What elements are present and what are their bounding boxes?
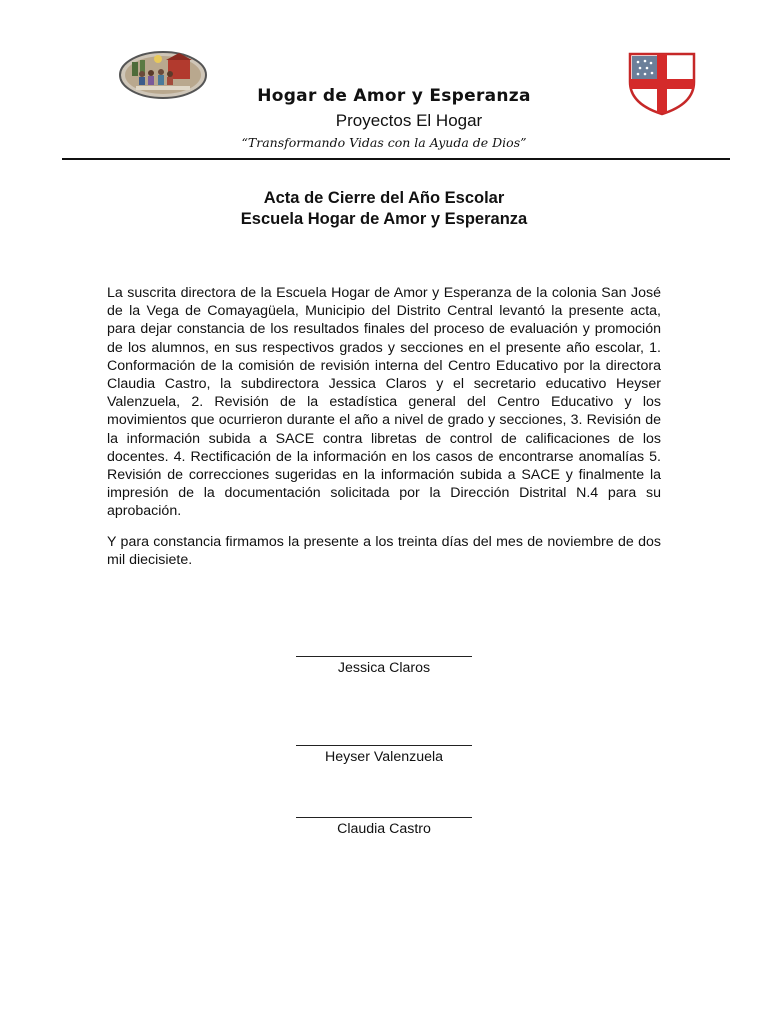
organization-motto: “Transformando Vidas con la Ayuda de Dios” bbox=[241, 135, 527, 150]
organization-name: Hogar de Amor y Esperanza bbox=[257, 86, 531, 106]
signature-block bbox=[296, 817, 472, 837]
signature-block bbox=[296, 745, 472, 765]
signature-line bbox=[296, 745, 472, 746]
episcopal-shield-icon bbox=[628, 52, 696, 116]
signature-line bbox=[296, 817, 472, 818]
document-subtitle: Escuela Hogar de Amor y Esperanza bbox=[240, 210, 528, 228]
closing-paragraph: Y para constancia firmamos la presente a los treinta días del mes de noviembre de dos mil diecisiete. bbox=[107, 534, 661, 569]
document-title: Acta de Cierre del Año Escolar bbox=[263, 189, 505, 207]
signatory-name: Heyser Valenzuela bbox=[324, 749, 444, 765]
body-paragraph: La suscrita directora de la Escuela Hogar de Amor y Esperanza de la colonia San José de la Vega de Comayagüela, Municipio del Distrito Central levantó la presente acta, para dejar constancia de los resultados finales del proceso de evaluación y promoción de los alumnos, en sus respectivos grados y secciones en el presente año escolar, 1. Conformación de la comisión de revisión interna del Centro Educativo por la directora Claudia Castro, la subdirectora Jessica Claros y el secretario educativo Heyser Valenzuela, 2. Revisión de la estadística general del Centro Educativo y los movimientos que ocurrieron durante el año a nivel de grado y secciones, 3. Revisión de la información subida a SACE contra libretas de control de calificaciones de los docentes. 4. Rectificación de la información en los casos de encontrarse anomalías 5. Revisión de correcciones sugeridas en la información subida a SACE y finalmente la impresión de la documentación solicitada por la Dirección Distrital N.4 para su aprobación. bbox=[107, 285, 661, 520]
organization-subtitle: Proyectos El Hogar bbox=[335, 111, 483, 130]
header-divider bbox=[62, 158, 730, 160]
signatory-name: Jessica Claros bbox=[337, 660, 431, 676]
signatory-name: Claudia Castro bbox=[337, 821, 431, 837]
signature-line bbox=[296, 656, 472, 657]
signature-block bbox=[296, 656, 472, 676]
